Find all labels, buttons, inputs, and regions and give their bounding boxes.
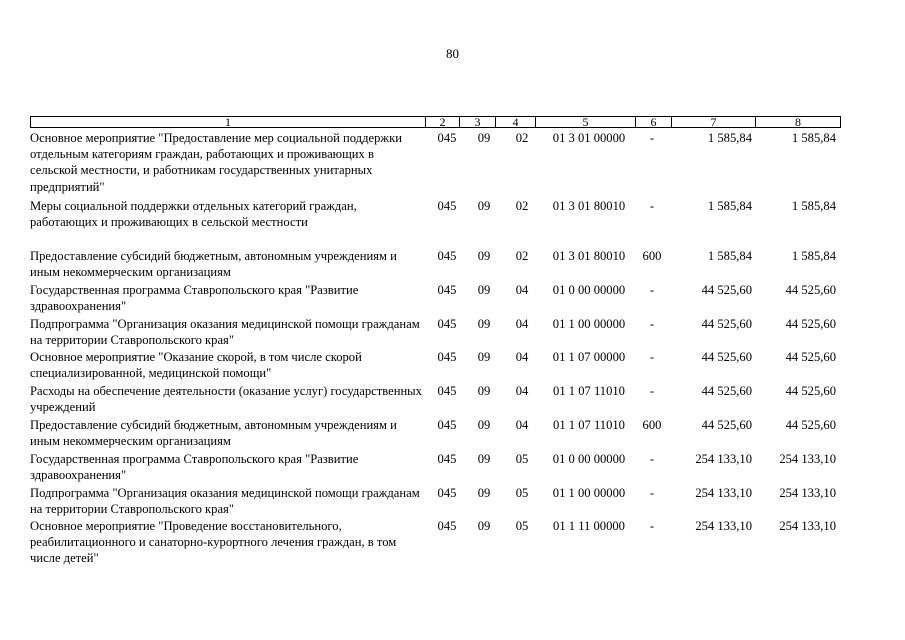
row-col-7: 254 133,10 <box>695 452 752 466</box>
row-col-7: 44 525,60 <box>701 317 752 331</box>
row-col-6: - <box>649 452 655 466</box>
row-col-3: 09 <box>477 452 491 466</box>
row-col-4: 04 <box>515 317 529 331</box>
row-col-3: 09 <box>477 317 491 331</box>
row-col-4: 05 <box>515 452 529 466</box>
row-col-8: 1 585,84 <box>791 131 836 145</box>
row-col-4: 02 <box>515 249 529 263</box>
row-col-6: - <box>649 317 655 331</box>
row-col-5: 01 1 07 00000 <box>552 350 626 364</box>
row-col-5: 01 0 00 00000 <box>552 452 626 466</box>
row-col-6: - <box>649 350 655 364</box>
row-col-8: 44 525,60 <box>785 283 836 297</box>
row-col-6: 600 <box>642 249 662 263</box>
row-col-5: 01 3 01 00000 <box>552 131 626 145</box>
row-col-7: 1 585,84 <box>707 249 752 263</box>
row-col-3: 09 <box>477 418 491 432</box>
row-description: Основное мероприятие "Предоставление мер социальной поддержки отдельным категориям граждан, работающих и проживающих в сельской местности, и работникам государственных унитарных предприятий" <box>30 131 402 194</box>
row-col-2: 045 <box>437 317 457 331</box>
row-col-8: 1 585,84 <box>791 199 836 213</box>
row-col-6: - <box>649 199 655 213</box>
page-number: 80 <box>446 46 459 61</box>
row-col-3: 09 <box>477 131 491 145</box>
row-col-2: 045 <box>437 418 457 432</box>
row-col-8: 1 585,84 <box>791 249 836 263</box>
row-description: Основное мероприятие "Проведение восстановительного, реабилитационного и санаторно-курортного лечения граждан, в том числе детей" <box>30 519 397 566</box>
row-col-7: 254 133,10 <box>695 486 752 500</box>
row-col-8: 254 133,10 <box>779 486 836 500</box>
header-col-7: 7 <box>671 117 755 127</box>
row-col-3: 09 <box>477 283 491 297</box>
row-col-4: 04 <box>515 418 529 432</box>
row-col-6: - <box>649 384 655 398</box>
row-col-7: 254 133,10 <box>695 519 752 533</box>
row-col-5: 01 1 00 00000 <box>552 486 626 500</box>
table-header <box>30 116 841 128</box>
row-description: Расходы на обеспечение деятельности (оказание услуг) государственных учреждений <box>30 384 422 415</box>
row-col-5: 01 3 01 80010 <box>552 199 626 213</box>
row-description: Меры социальной поддержки отдельных категорий граждан, работающих и проживающих в сельской местности <box>30 199 357 230</box>
row-col-2: 045 <box>437 350 457 364</box>
row-col-4: 02 <box>515 199 529 213</box>
row-col-4: 05 <box>515 519 529 533</box>
row-col-5: 01 1 00 00000 <box>552 317 626 331</box>
row-description: Предоставление субсидий бюджетным, автономным учреждениям и иным некоммерческим организациям <box>30 249 397 280</box>
row-col-3: 09 <box>477 249 491 263</box>
row-col-8: 44 525,60 <box>785 350 836 364</box>
header-col-4: 4 <box>495 117 535 127</box>
row-col-5: 01 0 00 00000 <box>552 283 626 297</box>
row-col-7: 44 525,60 <box>701 283 752 297</box>
row-col-5: 01 1 07 11010 <box>553 418 625 432</box>
row-col-7: 1 585,84 <box>707 199 752 213</box>
row-col-2: 045 <box>437 199 457 213</box>
header-col-1: 1 <box>225 115 231 129</box>
row-col-2: 045 <box>437 131 457 145</box>
row-col-8: 44 525,60 <box>785 317 836 331</box>
row-col-7: 44 525,60 <box>701 350 752 364</box>
row-col-8: 44 525,60 <box>785 418 836 432</box>
header-col-6: 6 <box>635 117 671 127</box>
row-col-2: 045 <box>437 519 457 533</box>
row-col-6: - <box>649 519 655 533</box>
row-col-2: 045 <box>437 384 457 398</box>
header-col-5: 5 <box>535 117 635 127</box>
row-col-2: 045 <box>437 452 457 466</box>
row-col-5: 01 1 11 00000 <box>553 519 625 533</box>
row-col-4: 04 <box>515 384 529 398</box>
row-col-4: 04 <box>515 283 529 297</box>
row-description: Подпрограмма "Организация оказания медицинской помощи гражданам на территории Ставропольского края" <box>30 317 420 348</box>
row-col-3: 09 <box>477 199 491 213</box>
row-col-7: 44 525,60 <box>701 418 752 432</box>
row-description: Государственная программа Ставропольского края "Развитие здравоохранения" <box>30 452 359 483</box>
row-col-3: 09 <box>477 519 491 533</box>
header-col-3: 3 <box>459 117 495 127</box>
row-col-6: - <box>649 486 655 500</box>
row-description: Предоставление субсидий бюджетным, автономным учреждениям и иным некоммерческим организациям <box>30 418 397 449</box>
row-col-3: 09 <box>477 384 491 398</box>
row-col-4: 02 <box>515 131 529 145</box>
row-col-2: 045 <box>437 283 457 297</box>
header-col-8: 8 <box>755 117 840 127</box>
row-col-7: 44 525,60 <box>701 384 752 398</box>
row-col-6: 600 <box>642 418 662 432</box>
row-col-3: 09 <box>477 350 491 364</box>
row-description: Подпрограмма "Организация оказания медицинской помощи гражданам на территории Ставропольского края" <box>30 486 420 517</box>
row-col-7: 1 585,84 <box>707 131 752 145</box>
row-col-6: - <box>649 283 655 297</box>
row-description: Основное мероприятие "Оказание скорой, в том числе скорой специализированной, медицинской помощи" <box>30 350 362 381</box>
row-col-2: 045 <box>437 249 457 263</box>
row-col-8: 254 133,10 <box>779 452 836 466</box>
row-col-3: 09 <box>477 486 491 500</box>
row-description: Государственная программа Ставропольского края "Развитие здравоохранения" <box>30 283 359 314</box>
row-col-6: - <box>649 131 655 145</box>
row-col-5: 01 1 07 11010 <box>553 384 625 398</box>
row-col-4: 05 <box>515 486 529 500</box>
row-col-5: 01 3 01 80010 <box>552 249 626 263</box>
row-col-4: 04 <box>515 350 529 364</box>
row-col-8: 254 133,10 <box>779 519 836 533</box>
row-col-8: 44 525,60 <box>785 384 836 398</box>
row-col-2: 045 <box>437 486 457 500</box>
header-col-2: 2 <box>425 117 459 127</box>
